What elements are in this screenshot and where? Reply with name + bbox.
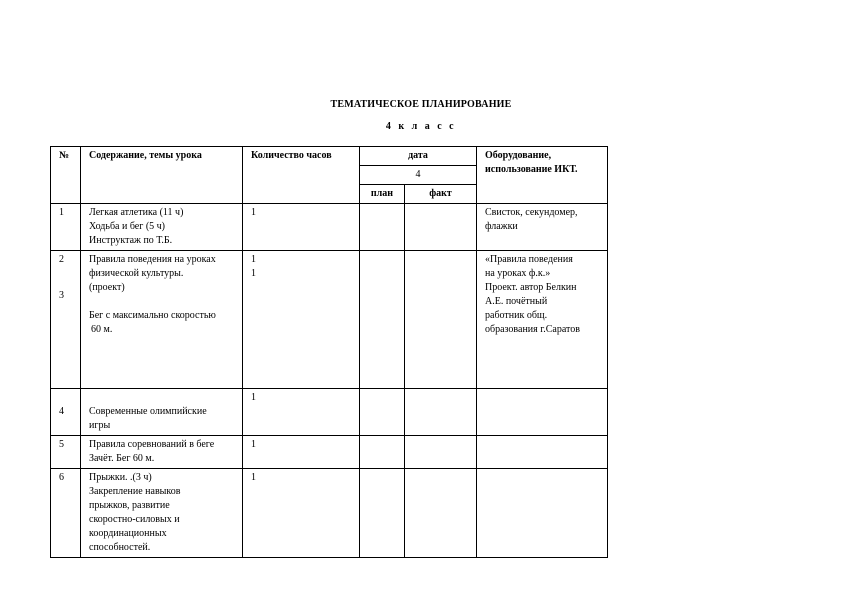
row-equipment: «Правила поведения на уроках ф.к.» Проект. автор Белкин А.Е. почётный работник общ. образования г.Саратов	[477, 251, 608, 389]
row-num: 1	[51, 204, 81, 251]
class-subtitle: 4 к л а с с	[385, 121, 457, 132]
row-num: 4	[51, 389, 81, 436]
planning-table	[50, 146, 608, 558]
row-plan	[360, 436, 405, 469]
row-content: Легкая атлетика (11 ч) Ходьба и бег (5 ч) Инструктаж по Т.Б.	[81, 204, 243, 251]
row-fact	[405, 469, 477, 558]
row-num: 5	[51, 436, 81, 469]
table-row	[51, 469, 608, 558]
row-equipment	[477, 389, 608, 436]
header-class: 4	[360, 166, 477, 185]
table-row	[51, 251, 608, 389]
row-hours: 1	[243, 469, 360, 558]
row-fact	[405, 389, 477, 436]
row-fact	[405, 251, 477, 389]
row-hours: 1	[243, 436, 360, 469]
row-equipment	[477, 436, 608, 469]
row-plan	[360, 389, 405, 436]
header-fact: факт	[405, 185, 477, 204]
header-date: дата	[360, 147, 477, 166]
row-content: Правила соревнований в беге Зачёт. Бег 60 м.	[81, 436, 243, 469]
row-fact	[405, 204, 477, 251]
row-content: Правила поведения на уроках физической культуры. (проект) Бег с максимально скоростью 60 м.	[81, 251, 243, 389]
row-num: 2 3	[51, 251, 81, 389]
table-row	[51, 436, 608, 469]
row-fact	[405, 436, 477, 469]
table-row	[51, 389, 608, 436]
header-num: №	[51, 147, 81, 204]
row-equipment: Свисток, секундомер, флажки	[477, 204, 608, 251]
row-num: 6	[51, 469, 81, 558]
page-title: ТЕМАТИЧЕСКОЕ ПЛАНИРОВАНИЕ	[330, 99, 512, 110]
row-content: Современные олимпийские игры	[81, 389, 243, 436]
row-equipment	[477, 469, 608, 558]
row-plan	[360, 204, 405, 251]
table-row	[51, 204, 608, 251]
row-content: Прыжки. .(3 ч) Закрепление навыков прыжков, развитие скоростно-силовых и координационных способностей.	[81, 469, 243, 558]
row-hours: 1 1	[243, 251, 360, 389]
header-content: Содержание, темы урока	[81, 147, 243, 204]
header-plan: план	[360, 185, 405, 204]
row-hours: 1	[243, 389, 360, 436]
row-hours: 1	[243, 204, 360, 251]
row-plan	[360, 469, 405, 558]
row-plan	[360, 251, 405, 389]
header-equipment: Оборудование, использование ИКТ.	[477, 147, 608, 204]
header-hours: Количество часов	[243, 147, 360, 204]
